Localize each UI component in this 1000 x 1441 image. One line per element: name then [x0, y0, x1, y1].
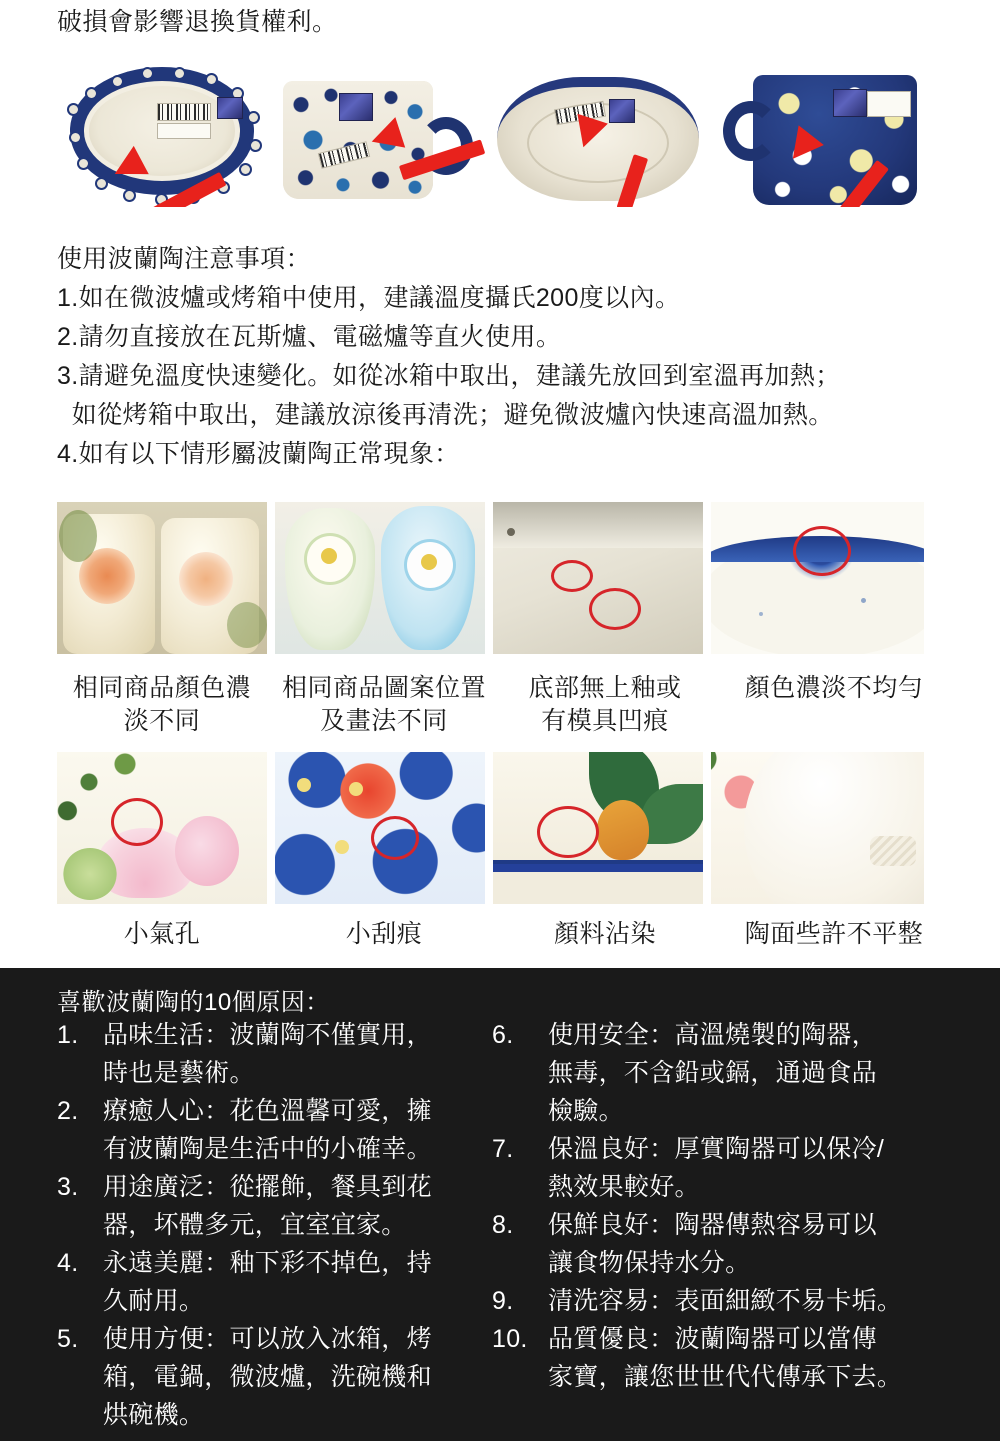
photo-paint-smudge	[493, 752, 703, 904]
caption-color-shade-difference: 相同商品顏色濃 淡不同	[72, 674, 252, 735]
notice-item-1: 1.如在微波爐或烤箱中使用，建議溫度攝氏200度以內。	[57, 284, 681, 312]
hologram-sticker	[609, 99, 635, 123]
notice-block	[57, 240, 957, 474]
hologram-sticker	[217, 97, 243, 119]
photo-color-shade-difference	[57, 502, 267, 654]
caption-uneven-color-density: 顏色濃淡不均勻	[744, 674, 924, 702]
caption-paint-smudge: 顏料沾染	[553, 920, 656, 948]
hologram-sticker	[833, 89, 867, 117]
arrow-pointer-1	[113, 147, 223, 203]
photo-cup-side-sticker	[711, 55, 924, 207]
highlight-circle	[793, 526, 851, 576]
reasons-panel	[0, 968, 1000, 1441]
reason-item: 4. 永遠美麗：釉下彩不掉色，持 久耐用。	[57, 1249, 432, 1315]
reason-item: 5. 使用方便：可以放入冰箱，烤 箱，電鍋，微波爐，洗碗機和 烘碗機。	[57, 1325, 432, 1429]
sticker-photo-strip	[57, 55, 924, 207]
reason-item: 7. 保溫良好：厚實陶器可以保冷/ 熱效果較好。	[492, 1135, 885, 1201]
reason-item: 10. 品質優良：波蘭陶器可以當傳 家寶，讓您世世代代傳承下去。	[492, 1325, 903, 1391]
arrow-pointer-2	[371, 121, 483, 171]
photo-pattern-position-difference	[275, 502, 485, 654]
photo-slightly-uneven-surface	[711, 752, 924, 904]
reason-item: 3. 用途廣泛：從擺飾，餐具到花 器，坏體多元，宜室宜家。	[57, 1173, 432, 1239]
photo-uneven-color-density	[711, 502, 924, 654]
reasons-column-left	[57, 1016, 487, 1434]
photo-oval-plate-bottom-sticker	[57, 55, 267, 207]
reason-item: 6. 使用安全：高溫燒製的陶器， 無毒，不含鉛或鎘，通過食品 檢驗。	[492, 1021, 877, 1125]
photo-small-scratch	[275, 752, 485, 904]
notice-title: 使用波蘭陶注意事項：	[57, 245, 312, 273]
caption-slightly-uneven-surface: 陶面些許不平整	[744, 920, 924, 948]
notice-item-2: 2.請勿直接放在瓦斯爐、電磁爐等直火使用。	[57, 323, 562, 351]
info-sticker	[867, 91, 911, 117]
reason-item: 8. 保鮮良好：陶器傳熱容易可以 讓食物保持水分。	[492, 1211, 877, 1277]
caption-unglazed-base-mold-mark: 底部無上釉或 有模具凹痕	[528, 674, 682, 735]
reason-item: 1. 品味生活：波蘭陶不僅實用， 時也是藝術。	[57, 1021, 432, 1087]
arrow-pointer-4	[785, 127, 881, 207]
reasons-title: 喜歡波蘭陶的10個原因：	[57, 989, 330, 1016]
info-sticker	[157, 123, 211, 139]
highlight-circle	[111, 798, 163, 846]
reason-item: 9. 清洗容易：表面細緻不易卡垢。	[492, 1287, 903, 1315]
photo-small-air-hole	[57, 752, 267, 904]
caption-pattern-position-difference: 相同商品圖案位置 及畫法不同	[281, 674, 486, 735]
reasons-column-right	[492, 1016, 952, 1396]
notice-item-3-cont: 如從烤箱中取出，建議放涼後再清洗；避免微波爐內快速高溫加熱。	[57, 401, 834, 429]
highlight-circle	[589, 588, 641, 630]
phenomena-row-2-photos	[57, 752, 924, 904]
highlight-circle	[537, 806, 599, 858]
arrow-pointer-3	[561, 123, 631, 199]
photo-unglazed-base-mold-mark	[493, 502, 703, 654]
photo-bowl-bottom-sticker	[493, 55, 703, 207]
photo-mug-bottom-sticker	[275, 55, 485, 207]
hologram-sticker	[339, 93, 373, 121]
notice-item-3: 3.請避免溫度快速變化。如從冰箱中取出，建議先放回到室溫再加熱；	[57, 362, 841, 390]
highlight-circle	[371, 816, 419, 860]
page-title: 破損會影響退換貨權利。	[57, 8, 338, 36]
reason-item: 2. 療癒人心：花色溫馨可愛，擁 有波蘭陶是生活中的小確幸。	[57, 1097, 432, 1163]
caption-small-air-hole: 小氣孔	[123, 920, 201, 948]
caption-small-scratch: 小刮痕	[345, 920, 423, 948]
highlight-circle	[551, 560, 593, 592]
barcode-sticker	[157, 103, 211, 121]
phenomena-row-1-photos	[57, 502, 924, 654]
notice-item-4: 4.如有以下情形屬波蘭陶正常現象：	[57, 440, 460, 468]
